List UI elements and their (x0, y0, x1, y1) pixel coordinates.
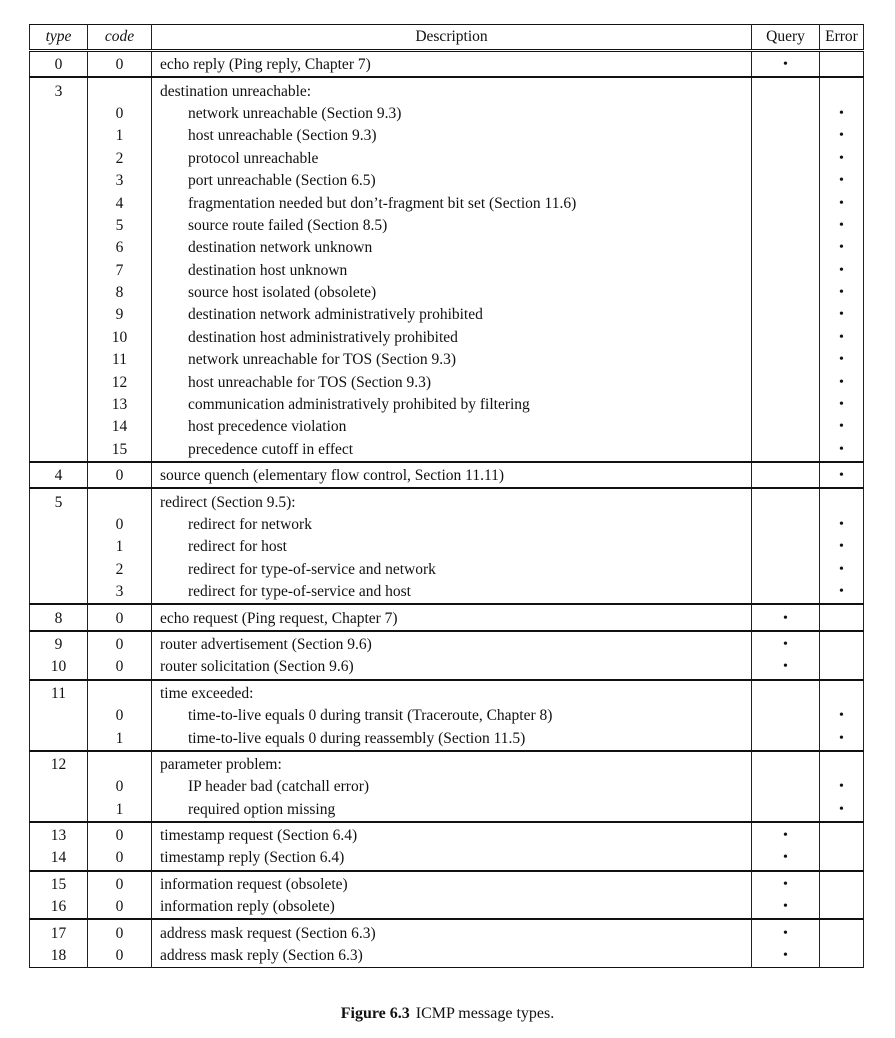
type-cell: 17 (30, 919, 88, 944)
query-cell (752, 125, 820, 147)
table-row (30, 945, 864, 968)
code-cell: 0 (88, 656, 152, 679)
table-row (30, 77, 864, 102)
type-cell (30, 536, 88, 558)
code-cell: 3 (88, 581, 152, 604)
code-cell: 10 (88, 327, 152, 349)
query-cell (752, 751, 820, 776)
code-cell: 0 (88, 919, 152, 944)
error-bullet: • (820, 282, 864, 304)
error-bullet: • (820, 192, 864, 214)
error-cell (820, 77, 864, 102)
error-bullet: • (820, 727, 864, 750)
type-cell: 13 (30, 822, 88, 847)
error-cell (820, 656, 864, 679)
error-cell (820, 822, 864, 847)
description-cell: redirect for network (152, 514, 752, 536)
figure-caption (0, 1005, 895, 1023)
query-bullet: • (752, 919, 820, 944)
header-type: type (30, 25, 88, 51)
error-cell (820, 945, 864, 968)
table-row (30, 260, 864, 282)
code-cell (88, 751, 152, 776)
error-bullet: • (820, 559, 864, 581)
code-cell: 0 (88, 896, 152, 919)
description-cell: timestamp request (Section 6.4) (152, 822, 752, 847)
error-bullet: • (820, 581, 864, 604)
description-cell: echo reply (Ping reply, Chapter 7) (152, 51, 752, 78)
description-cell: router solicitation (Section 9.6) (152, 656, 752, 679)
table-row (30, 282, 864, 304)
code-cell: 3 (88, 170, 152, 192)
query-bullet: • (752, 847, 820, 870)
description-cell: parameter problem: (152, 751, 752, 776)
error-bullet: • (820, 125, 864, 147)
description-cell: redirect for type-of-service and network (152, 559, 752, 581)
table-row (30, 514, 864, 536)
description-cell: echo request (Ping request, Chapter 7) (152, 604, 752, 630)
code-cell: 15 (88, 439, 152, 462)
table-row (30, 439, 864, 462)
query-cell (752, 439, 820, 462)
table-row (30, 536, 864, 558)
description-cell: source host isolated (obsolete) (152, 282, 752, 304)
type-cell: 8 (30, 604, 88, 630)
table-row (30, 656, 864, 679)
type-cell (30, 125, 88, 147)
query-cell (752, 536, 820, 558)
query-cell (752, 776, 820, 798)
description-cell: time exceeded: (152, 680, 752, 705)
row-group (30, 488, 864, 604)
table-row (30, 919, 864, 944)
description-cell: protocol unreachable (152, 148, 752, 170)
code-cell (88, 680, 152, 705)
code-cell: 1 (88, 536, 152, 558)
code-cell: 1 (88, 125, 152, 147)
error-cell (820, 51, 864, 78)
query-bullet: • (752, 51, 820, 78)
description-cell: timestamp reply (Section 6.4) (152, 847, 752, 870)
error-bullet: • (820, 536, 864, 558)
query-bullet: • (752, 871, 820, 896)
code-cell: 12 (88, 371, 152, 393)
query-bullet: • (752, 896, 820, 919)
type-cell (30, 799, 88, 822)
type-cell (30, 148, 88, 170)
code-cell (88, 488, 152, 513)
description-cell: information request (obsolete) (152, 871, 752, 896)
type-cell (30, 581, 88, 604)
error-bullet: • (820, 776, 864, 798)
type-cell: 11 (30, 680, 88, 705)
type-cell (30, 439, 88, 462)
query-cell (752, 192, 820, 214)
row-group (30, 51, 864, 78)
query-cell (752, 680, 820, 705)
table-row (30, 215, 864, 237)
table-row (30, 896, 864, 919)
table-row (30, 604, 864, 630)
table-row (30, 148, 864, 170)
description-cell: precedence cutoff in effect (152, 439, 752, 462)
query-cell (752, 705, 820, 727)
description-cell: destination host unknown (152, 260, 752, 282)
row-group (30, 631, 864, 680)
description-cell: destination unreachable: (152, 77, 752, 102)
table-row (30, 799, 864, 822)
table-row (30, 705, 864, 727)
description-cell: address mask request (Section 6.3) (152, 919, 752, 944)
description-cell: host unreachable for TOS (Section 9.3) (152, 371, 752, 393)
error-bullet: • (820, 103, 864, 125)
description-cell: destination network unknown (152, 237, 752, 259)
description-cell: time-to-live equals 0 during reassembly (Section 11.5) (152, 727, 752, 750)
query-cell (752, 394, 820, 416)
table-row (30, 581, 864, 604)
error-bullet: • (820, 705, 864, 727)
query-cell (752, 215, 820, 237)
description-cell: host unreachable (Section 9.3) (152, 125, 752, 147)
code-cell: 13 (88, 394, 152, 416)
description-cell: source route failed (Section 8.5) (152, 215, 752, 237)
query-bullet: • (752, 631, 820, 656)
row-group (30, 822, 864, 871)
row-group (30, 604, 864, 630)
error-bullet: • (820, 439, 864, 462)
row-group (30, 77, 864, 462)
code-cell: 0 (88, 604, 152, 630)
type-cell: 12 (30, 751, 88, 776)
type-cell (30, 559, 88, 581)
query-cell (752, 514, 820, 536)
error-bullet: • (820, 462, 864, 488)
query-cell (752, 148, 820, 170)
query-bullet: • (752, 822, 820, 847)
description-cell: redirect for host (152, 536, 752, 558)
table-row (30, 776, 864, 798)
table-row (30, 727, 864, 750)
type-cell: 10 (30, 656, 88, 679)
query-cell (752, 727, 820, 750)
type-cell: 18 (30, 945, 88, 968)
query-cell (752, 237, 820, 259)
row-group (30, 680, 864, 751)
error-bullet: • (820, 514, 864, 536)
query-cell (752, 581, 820, 604)
description-cell: information reply (obsolete) (152, 896, 752, 919)
table-row (30, 847, 864, 870)
type-cell: 5 (30, 488, 88, 513)
type-cell (30, 215, 88, 237)
header-error: Error (820, 25, 864, 51)
error-bullet: • (820, 349, 864, 371)
code-cell: 8 (88, 282, 152, 304)
query-cell (752, 170, 820, 192)
description-cell: host precedence violation (152, 416, 752, 438)
header-row (30, 25, 864, 51)
code-cell: 14 (88, 416, 152, 438)
code-cell: 0 (88, 705, 152, 727)
query-cell (752, 371, 820, 393)
type-cell: 9 (30, 631, 88, 656)
error-bullet: • (820, 260, 864, 282)
type-cell (30, 727, 88, 750)
type-cell (30, 237, 88, 259)
row-group (30, 871, 864, 920)
table-row (30, 237, 864, 259)
description-cell: IP header bad (catchall error) (152, 776, 752, 798)
description-cell: required option missing (152, 799, 752, 822)
query-cell (752, 103, 820, 125)
error-bullet: • (820, 237, 864, 259)
code-cell: 0 (88, 103, 152, 125)
code-cell: 11 (88, 349, 152, 371)
type-cell (30, 103, 88, 125)
type-cell (30, 304, 88, 326)
type-cell (30, 349, 88, 371)
table-row (30, 192, 864, 214)
query-cell (752, 799, 820, 822)
code-cell: 5 (88, 215, 152, 237)
error-bullet: • (820, 170, 864, 192)
description-cell: address mask reply (Section 6.3) (152, 945, 752, 968)
description-cell: redirect for type-of-service and host (152, 581, 752, 604)
error-bullet: • (820, 327, 864, 349)
type-cell (30, 776, 88, 798)
error-bullet: • (820, 394, 864, 416)
description-cell: communication administratively prohibited by filtering (152, 394, 752, 416)
table-row (30, 304, 864, 326)
description-cell: fragmentation needed but don’t-fragment bit set (Section 11.6) (152, 192, 752, 214)
code-cell: 0 (88, 631, 152, 656)
error-cell (820, 488, 864, 513)
code-cell: 6 (88, 237, 152, 259)
error-bullet: • (820, 304, 864, 326)
code-cell: 2 (88, 559, 152, 581)
code-cell: 4 (88, 192, 152, 214)
type-cell (30, 705, 88, 727)
table-row (30, 462, 864, 488)
query-bullet: • (752, 945, 820, 968)
table-row (30, 559, 864, 581)
error-bullet: • (820, 416, 864, 438)
figure-label: Figure 6.3 (340, 1005, 410, 1022)
error-cell (820, 871, 864, 896)
type-cell (30, 170, 88, 192)
error-cell (820, 751, 864, 776)
description-cell: router advertisement (Section 9.6) (152, 631, 752, 656)
table-row (30, 416, 864, 438)
description-cell: destination host administratively prohibited (152, 327, 752, 349)
description-cell: network unreachable (Section 9.3) (152, 103, 752, 125)
description-cell: port unreachable (Section 6.5) (152, 170, 752, 192)
row-group (30, 751, 864, 822)
type-cell (30, 327, 88, 349)
type-cell (30, 282, 88, 304)
error-cell (820, 919, 864, 944)
type-cell: 14 (30, 847, 88, 870)
query-cell (752, 260, 820, 282)
code-cell: 0 (88, 847, 152, 870)
description-cell: redirect (Section 9.5): (152, 488, 752, 513)
error-bullet: • (820, 371, 864, 393)
error-cell (820, 680, 864, 705)
query-cell (752, 559, 820, 581)
table-row (30, 394, 864, 416)
table-row (30, 349, 864, 371)
table-row (30, 371, 864, 393)
query-cell (752, 327, 820, 349)
code-cell: 0 (88, 945, 152, 968)
type-cell (30, 260, 88, 282)
description-cell: network unreachable for TOS (Section 9.3) (152, 349, 752, 371)
table-row (30, 822, 864, 847)
table-row (30, 680, 864, 705)
type-cell (30, 514, 88, 536)
description-cell: destination network administratively prohibited (152, 304, 752, 326)
type-cell (30, 394, 88, 416)
figure-caption-text: ICMP message types. (415, 1005, 555, 1022)
error-cell (820, 604, 864, 630)
query-cell (752, 462, 820, 488)
type-cell: 3 (30, 77, 88, 102)
code-cell: 9 (88, 304, 152, 326)
table-row (30, 488, 864, 513)
code-cell: 1 (88, 727, 152, 750)
type-cell: 0 (30, 51, 88, 78)
error-cell (820, 631, 864, 656)
header-code: code (88, 25, 152, 51)
table-row (30, 125, 864, 147)
query-cell (752, 282, 820, 304)
description-cell: time-to-live equals 0 during transit (Traceroute, Chapter 8) (152, 705, 752, 727)
table-row (30, 871, 864, 896)
code-cell: 2 (88, 148, 152, 170)
table-row (30, 51, 864, 78)
error-cell (820, 847, 864, 870)
row-group (30, 462, 864, 488)
header-query: Query (752, 25, 820, 51)
table-row (30, 751, 864, 776)
query-bullet: • (752, 604, 820, 630)
code-cell: 7 (88, 260, 152, 282)
error-bullet: • (820, 148, 864, 170)
code-cell: 0 (88, 871, 152, 896)
code-cell: 1 (88, 799, 152, 822)
error-cell (820, 896, 864, 919)
query-cell (752, 416, 820, 438)
table-header (30, 25, 864, 51)
code-cell (88, 77, 152, 102)
query-bullet: • (752, 656, 820, 679)
type-cell (30, 371, 88, 393)
query-cell (752, 304, 820, 326)
type-cell: 4 (30, 462, 88, 488)
table-row (30, 327, 864, 349)
code-cell: 0 (88, 514, 152, 536)
type-cell (30, 416, 88, 438)
query-cell (752, 488, 820, 513)
type-cell: 16 (30, 896, 88, 919)
code-cell: 0 (88, 776, 152, 798)
type-cell (30, 192, 88, 214)
code-cell: 0 (88, 51, 152, 78)
row-group (30, 919, 864, 967)
icmp-message-types-table (29, 24, 864, 968)
type-cell: 15 (30, 871, 88, 896)
description-cell: source quench (elementary flow control, Section 11.11) (152, 462, 752, 488)
code-cell: 0 (88, 462, 152, 488)
table-row (30, 631, 864, 656)
error-bullet: • (820, 799, 864, 822)
header-description: Description (152, 25, 752, 51)
error-bullet: • (820, 215, 864, 237)
query-cell (752, 77, 820, 102)
code-cell: 0 (88, 822, 152, 847)
query-cell (752, 349, 820, 371)
table-row (30, 103, 864, 125)
table-row (30, 170, 864, 192)
